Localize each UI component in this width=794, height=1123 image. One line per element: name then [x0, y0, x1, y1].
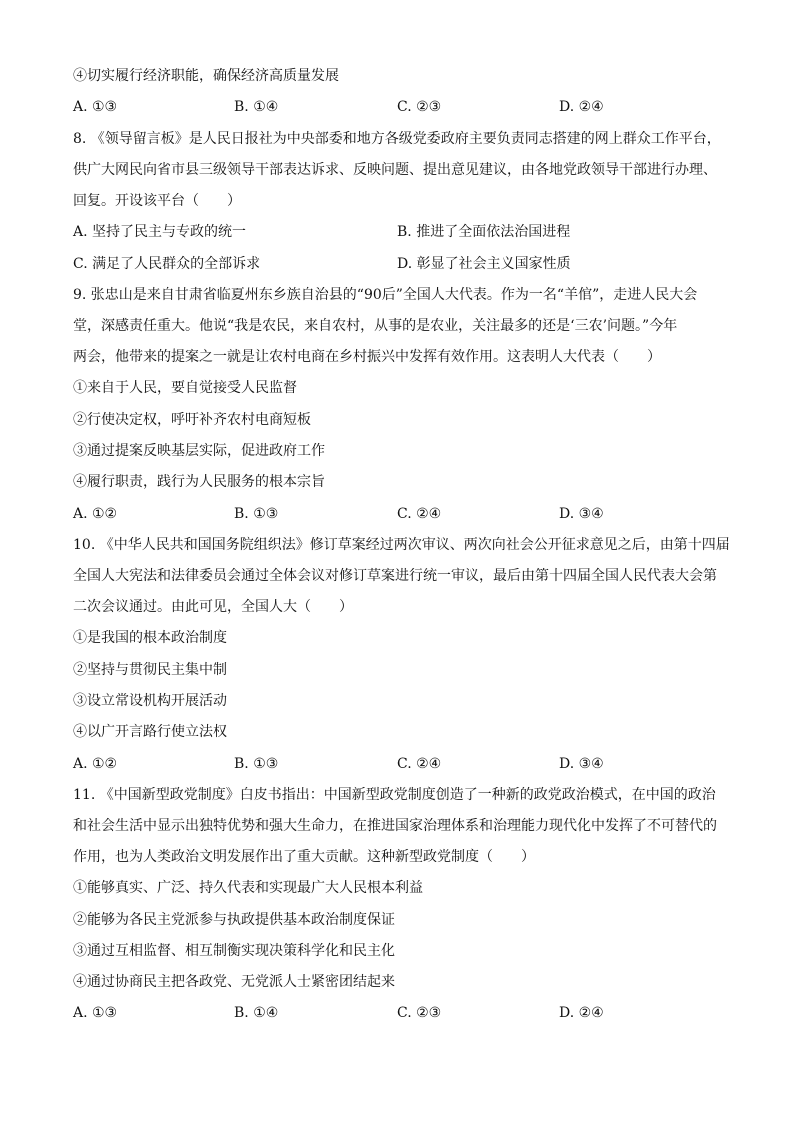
- q10-item-4: ④以广开言路行使立法权: [73, 724, 227, 740]
- q11-item-3: ③通过互相监督、相互制衡实现决策科学化和民主化: [73, 943, 395, 959]
- q10-option-c: C. ②④: [397, 756, 442, 772]
- q11-stem-line-1: 11. 《中国新型政党制度》白皮书指出：中国新型政党制度创造了一种新的政党政治模式，在中国的政治: [73, 787, 716, 803]
- q10-stem-line-3: 二次会议通过。由此可见，全国人大（ ）: [73, 599, 353, 615]
- q7-option-d: D. ②④: [559, 99, 604, 115]
- q8-option-c: C. 满足了人民群众的全部诉求: [73, 256, 261, 272]
- q9-item-1: ①来自于人民，要自觉接受人民监督: [73, 380, 297, 396]
- q10-option-a: A. ①②: [73, 756, 118, 772]
- q7-option-c: C. ②③: [397, 99, 442, 115]
- q9-item-2: ②行使决定权，呼吁补齐农村电商短板: [73, 412, 311, 428]
- q10-item-1: ①是我国的根本政治制度: [73, 630, 227, 646]
- q8-stem-line-3: 回复。开设该平台（ ）: [73, 193, 241, 209]
- q10-option-d: D. ③④: [559, 756, 604, 772]
- q9-item-4: ④履行职责，践行为人民服务的根本宗旨: [73, 474, 325, 490]
- q11-stem-line-2: 和社会生活中显示出独特优势和强大生命力，在推进国家治理体系和治理能力现代化中发挥了不可替代的: [73, 818, 717, 834]
- q11-option-d: D. ②④: [559, 1005, 604, 1021]
- q11-stem-line-3: 作用，也为人类政治文明发展作出了重大贡献。这种新型政党制度（ ）: [73, 849, 535, 865]
- q11-option-b: B. ①④: [234, 1005, 279, 1021]
- q9-item-3: ③通过提案反映基层实际，促进政府工作: [73, 443, 325, 459]
- q11-option-c: C. ②③: [397, 1005, 442, 1021]
- q10-option-b: B. ①③: [234, 756, 279, 772]
- q7-item-4: ④切实履行经济职能，确保经济高质量发展: [73, 68, 339, 84]
- q9-option-b: B. ①③: [234, 506, 279, 522]
- q9-option-a: A. ①②: [73, 506, 118, 522]
- q10-item-2: ②坚持与贯彻民主集中制: [73, 662, 227, 678]
- q11-item-2: ②能够为各民主党派参与执政提供基本政治制度保证: [73, 912, 395, 928]
- q7-option-a: A. ①③: [73, 99, 118, 115]
- q11-option-a: A. ①③: [73, 1005, 118, 1021]
- q9-option-c: C. ②④: [397, 506, 442, 522]
- q9-stem-line-3: 两会，他带来的提案之一就是让农村电商在乡村振兴中发挥有效作用。这表明人大代表（ ）: [73, 349, 661, 365]
- q8-option-b: B. 推进了全面依法治国进程: [397, 224, 571, 240]
- q9-stem-line-1: 9. 张忠山是来自甘肃省临夏州东乡族自治县的“90后”全国人大代表。作为一名“羊倌”，走进人民大会: [73, 287, 698, 303]
- q10-stem-line-2: 全国人大宪法和法律委员会通过全体会议对修订草案进行统一审议，最后由第十四届全国人民代表大会第: [73, 568, 717, 584]
- q8-option-d: D. 彰显了社会主义国家性质: [397, 256, 571, 272]
- q10-item-3: ③设立常设机构开展活动: [73, 693, 227, 709]
- q11-item-1: ①能够真实、广泛、持久代表和实现最广大人民根本利益: [73, 880, 423, 896]
- q7-option-b: B. ①④: [234, 99, 279, 115]
- q10-stem-line-1: 10. 《中华人民共和国国务院组织法》修订草案经过两次审议、两次向社会公开征求意见之后，由第十四届: [73, 537, 730, 553]
- q11-item-4: ④通过协商民主把各政党、无党派人士紧密团结起来: [73, 974, 395, 990]
- q9-option-d: D. ③④: [559, 506, 604, 522]
- q8-stem-line-2: 供广大网民向省市县三级领导干部表达诉求、反映问题、提出意见建议，由各地党政领导干部进行办理、: [73, 162, 717, 178]
- q8-option-a: A. 坚持了民主与专政的统一: [73, 224, 247, 240]
- q9-stem-line-2: 堂，深感责任重大。他说“我是农民，来自农村，从事的是农业，关注最多的还是‘三农’问题。”今年: [73, 318, 678, 334]
- q8-stem-line-1: 8. 《领导留言板》是人民日报社为中央部委和地方各级党委政府主要负责同志搭建的网上群众工作平台，: [73, 131, 721, 147]
